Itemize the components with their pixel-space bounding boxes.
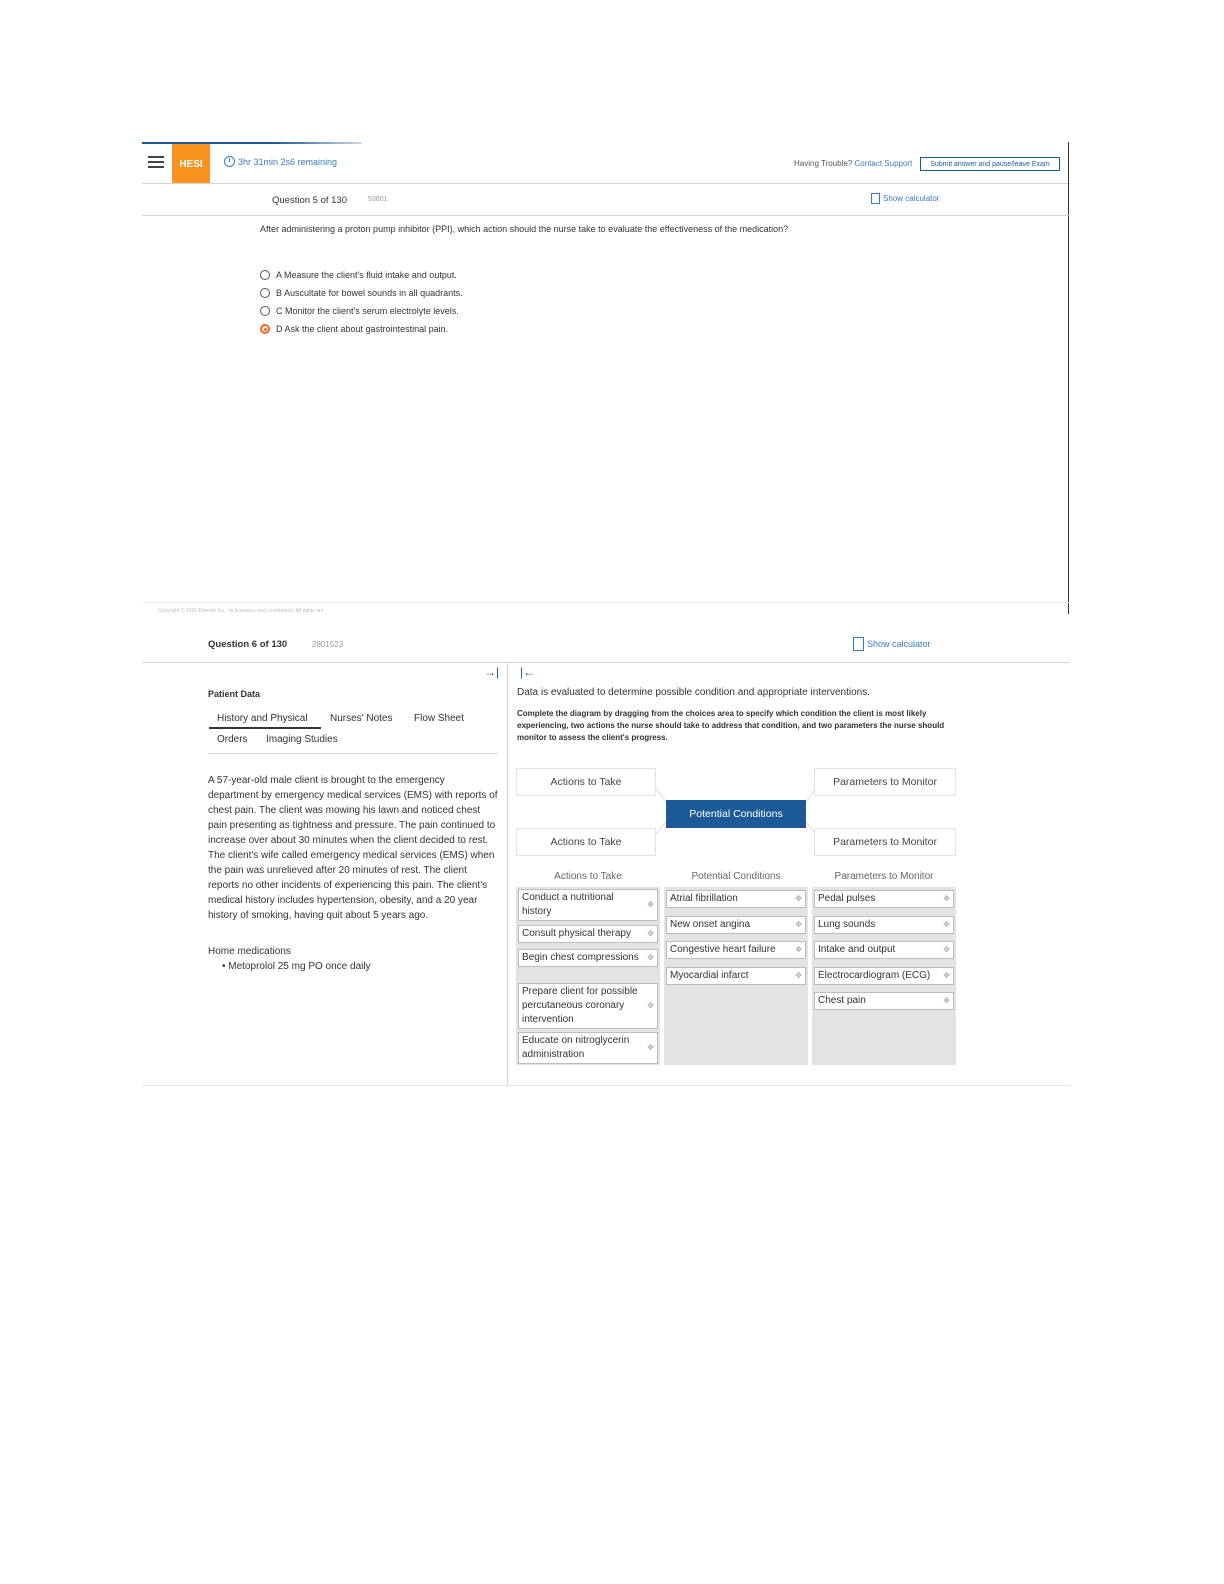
choice-parameter-chip[interactable] <box>814 890 954 908</box>
drag-handle-icon[interactable]: ✥ <box>943 971 950 980</box>
show-calculator-button[interactable] <box>853 637 931 651</box>
panel-splitter[interactable] <box>507 663 508 1085</box>
timer-text: 3hr 31min 2s6 remaining <box>238 156 338 167</box>
choices-parameters-header: Parameters to Monitor <box>834 871 934 882</box>
chip-label: Myocardial infarct <box>670 970 749 981</box>
collapse-right-icon[interactable]: →| <box>484 665 500 679</box>
patient-data-title: Patient Data <box>208 689 261 699</box>
drag-handle-icon[interactable]: ✥ <box>943 996 950 1005</box>
question-divider <box>142 215 1070 216</box>
option-c[interactable] <box>260 302 463 320</box>
chip-label: Consult physical therapy <box>522 928 631 939</box>
drag-handle-icon[interactable]: ✥ <box>943 894 950 903</box>
drag-handle-icon[interactable]: ✥ <box>795 894 802 903</box>
drag-handle-icon[interactable]: ✥ <box>647 1043 654 1052</box>
condition-drop-slot[interactable]: Potential Conditions <box>666 800 806 828</box>
copyright-text: Copyright © 2020 Elsevier Inc., its licensors, and contributors. All rights are <box>158 608 324 614</box>
window-edge <box>1068 142 1069 614</box>
timer <box>224 156 337 167</box>
radio-d-selected[interactable] <box>260 324 270 334</box>
drag-handle-icon[interactable]: ✥ <box>795 971 802 980</box>
radio-b[interactable] <box>260 288 270 298</box>
chip-label: Intake and output <box>818 944 896 955</box>
option-a-label: A Measure the client's fluid intake and output. <box>276 270 457 280</box>
choice-action-chip[interactable] <box>518 949 658 967</box>
choice-action-chip[interactable] <box>518 1032 658 1064</box>
drag-handle-icon[interactable]: ✥ <box>943 920 950 929</box>
question-number: Question 6 of 130 <box>208 639 288 650</box>
option-a[interactable] <box>260 266 463 284</box>
chip-label: Lung sounds <box>818 919 876 930</box>
choice-parameter-chip[interactable] <box>814 967 954 985</box>
drag-handle-icon[interactable]: ✥ <box>795 920 802 929</box>
choice-condition-chip[interactable] <box>666 967 806 985</box>
choice-parameter-chip[interactable] <box>814 992 954 1010</box>
choice-action-chip[interactable] <box>518 889 658 921</box>
tab-nurses-notes[interactable]: Nurses' Notes <box>330 713 393 724</box>
option-b[interactable] <box>260 284 463 302</box>
choice-parameter-chip[interactable] <box>814 916 954 934</box>
drag-handle-icon[interactable]: ✥ <box>647 929 654 938</box>
chip-label: Atrial fibrillation <box>670 893 738 904</box>
task-instruction: Complete the diagram by dragging from the choices area to specify which condition the client is most likely experiencing, two actions the nurse should take to address that condition, and two parameters the nurse should monitor to assess the client's progress. <box>517 709 945 742</box>
choice-parameter-chip[interactable] <box>814 941 954 959</box>
show-calculator-label: Show calculator <box>883 194 940 203</box>
option-c-label: C Monitor the client's serum electrolyte levels. <box>276 306 459 316</box>
collapse-left-icon[interactable]: |← <box>520 665 536 679</box>
choice-condition-chip[interactable] <box>666 890 806 908</box>
option-d[interactable] <box>260 320 463 338</box>
answer-options <box>260 266 463 338</box>
question-divider <box>142 662 1070 663</box>
parameter-drop-slot-1[interactable]: Parameters to Monitor <box>814 768 956 796</box>
header-divider <box>142 183 1070 184</box>
choice-action-chip[interactable] <box>518 983 658 1029</box>
tabs-divider <box>208 753 498 754</box>
choices-actions-header: Actions to Take <box>554 871 622 882</box>
home-medications-label: Home medications <box>208 946 291 957</box>
show-calculator-button[interactable] <box>871 193 939 204</box>
hesi-question-6-screen <box>142 630 1070 1090</box>
option-b-label: B Auscultate for bowel sounds in all quadrants. <box>276 288 463 298</box>
calculator-icon <box>871 193 880 204</box>
action-drop-slot-2[interactable]: Actions to Take <box>516 828 656 856</box>
conditions-choices-column <box>664 887 808 1065</box>
show-calculator-label: Show calculator <box>867 639 931 649</box>
trouble-label: Having Trouble? <box>794 159 853 168</box>
drag-handle-icon[interactable]: ✥ <box>647 1001 654 1010</box>
chip-label: Educate on nitroglycerin administration <box>522 1035 630 1060</box>
choices-conditions-header: Potential Conditions <box>691 871 781 882</box>
chip-label: Prepare client for possible percutaneous coronary intervention <box>522 986 638 1025</box>
menu-icon[interactable] <box>148 156 164 170</box>
home-medication-item <box>222 961 371 972</box>
drag-handle-icon[interactable]: ✥ <box>943 945 950 954</box>
chip-label: Electrocardiogram (ECG) <box>818 970 931 981</box>
calculator-icon <box>853 637 864 651</box>
choice-condition-chip[interactable] <box>666 941 806 959</box>
hesi-question-5-screen <box>142 142 1070 614</box>
chip-label: Congestive heart failure <box>670 944 776 955</box>
chip-label: Begin chest compressions <box>522 952 639 963</box>
footer-divider <box>142 602 1070 603</box>
tab-orders[interactable]: Orders <box>217 734 248 745</box>
parameter-drop-slot-2[interactable]: Parameters to Monitor <box>814 828 956 856</box>
radio-c[interactable] <box>260 306 270 316</box>
drag-handle-icon[interactable]: ✥ <box>647 953 654 962</box>
choice-action-chip[interactable] <box>518 925 658 943</box>
option-d-label: D Ask the client about gastrointestinal pain. <box>276 324 449 334</box>
drag-handle-icon[interactable]: ✥ <box>795 945 802 954</box>
support-text <box>794 159 912 168</box>
radio-a[interactable] <box>260 270 270 280</box>
bottom-divider <box>142 1085 1070 1086</box>
task-intro: Data is evaluated to determine possible condition and appropriate interventions. <box>517 687 870 698</box>
question-stem: After administering a proton pump inhibitor (PPI), which action should the nurse take to evaluate the effectiveness of the medication? <box>260 224 789 234</box>
tab-flow-sheet[interactable]: Flow Sheet <box>414 713 465 724</box>
medication-text: Metoprolol 25 mg PO once daily <box>228 961 371 972</box>
hesi-logo: HESI <box>172 144 210 184</box>
tab-imaging-studies[interactable]: Imaging Studies <box>266 734 338 745</box>
chip-label: Pedal pulses <box>818 893 876 904</box>
bullet: • <box>222 961 229 972</box>
contact-support-link[interactable]: Contact Support <box>854 159 913 168</box>
action-drop-slot-1[interactable]: Actions to Take <box>516 768 656 796</box>
question-number: Question 5 of 130 <box>272 195 347 206</box>
question-id: 2801523 <box>312 640 344 649</box>
case-history-text: A 57-year-old male client is brought to the emergency department by emergency medical services (EMS) with reports of chest pain. The client was mowing his lawn and noticed chest pain presenting as tightness and pressure. The pain continued to increase over about 30 minutes when the client decided to rest. The client's wife called emergency medical services (EMS) when the pain was unrelieved after 20 minutes of rest. The client reports no other incidents of experiencing this pain. The client's medical history includes hypertension, obesity, and a 20 year history of smoking, having quit about 5 years ago. <box>208 775 498 921</box>
tab-history-physical[interactable]: History and Physical <box>209 713 321 729</box>
actions-choices-column <box>516 887 660 1065</box>
submit-pause-button[interactable]: Submit answer and pause/leave Exam <box>920 157 1060 171</box>
question-id: 53801 <box>368 196 388 203</box>
chip-label: New onset angina <box>670 919 751 930</box>
parameters-choices-column <box>812 887 956 1065</box>
chip-label: Chest pain <box>818 995 866 1006</box>
chip-label: Conduct a nutritional history <box>522 892 614 917</box>
clock-icon <box>224 156 235 167</box>
choice-condition-chip[interactable] <box>666 916 806 934</box>
drag-handle-icon[interactable]: ✥ <box>647 900 654 909</box>
